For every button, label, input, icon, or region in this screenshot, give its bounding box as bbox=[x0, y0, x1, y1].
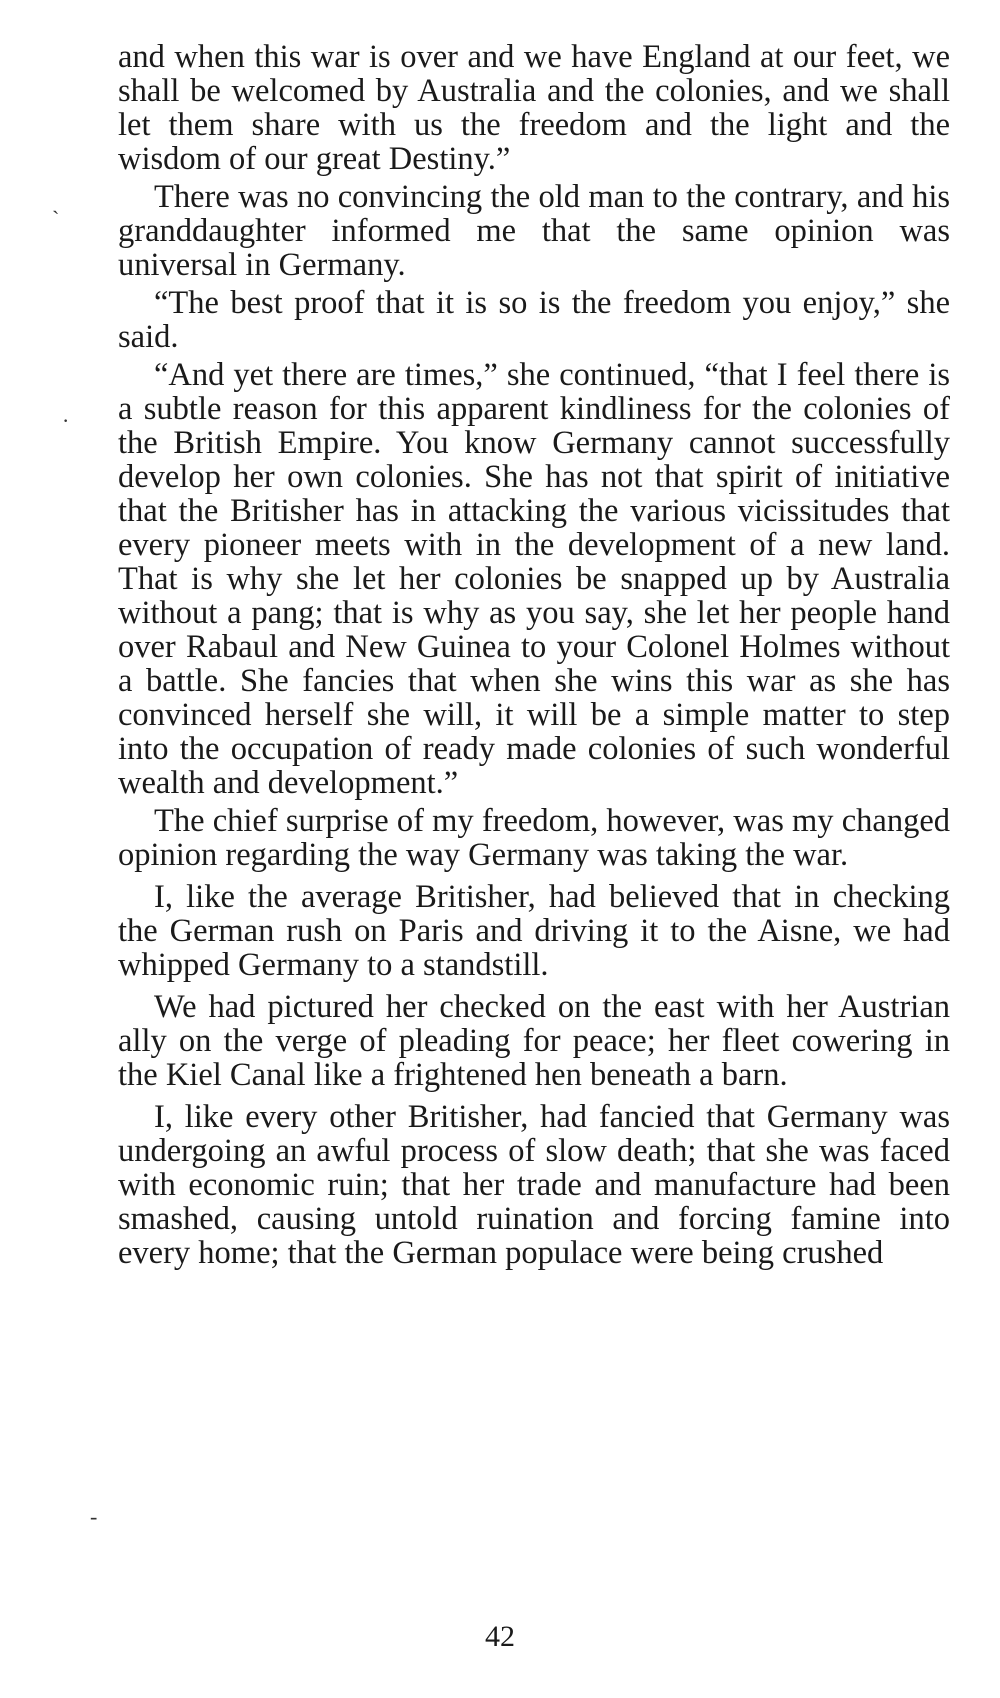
paragraph-1: and when this war is over and we have England at our feet, we shall be welcomed by Australia and the colonies, and we shall let them share with us the freedom and the light and the wisdom of our great Destiny.” bbox=[118, 39, 950, 177]
page-body bbox=[118, 40, 950, 1274]
paragraph-4: “And yet there are times,” she continued, “that I feel there is a subtle reason for this apparent kindliness for the colonies of the British Empire. You know Germany cannot successfully develop her own colonies. She has not that spirit of initiative that the Britisher has in attacking the various vicissitudes that every pioneer meets with in the development of a new land. That is why she let her colonies be snapped up by Australia without a pang; that is why as you say, she let her people hand over Rabaul and New Guinea to your Colonel Holmes without a battle. She fancies that when she wins this war as she has convinced herself she will, it will be a simple matter to step into the occupation of ready made colonies of such wonderful wealth and development.” bbox=[118, 357, 950, 801]
paragraph-2: There was no convincing the old man to the contrary, and his granddaughter informed me that the same opinion was universal in Germany. bbox=[118, 179, 950, 283]
paragraph-8: I, like every other Britisher, had fancied that Germany was undergoing an awful process of slow death; that she was faced with economic ruin; that her trade and manufacture had been smashed, causing untold ruination and forcing famine into every home; that the German populace were being crushed bbox=[118, 1099, 950, 1271]
paragraph-3: “The best proof that it is so is the freedom you enjoy,” she said. bbox=[118, 285, 950, 355]
margin-dot-mark: · bbox=[62, 408, 70, 433]
paragraph-5: The chief surprise of my freedom, however, was my changed opinion regarding the way Germany was taking the war. bbox=[118, 803, 950, 873]
page-number: 42 bbox=[485, 1620, 515, 1653]
margin-speck-mark: ` bbox=[52, 206, 60, 231]
margin-dash-mark: - bbox=[90, 1504, 98, 1529]
paragraph-6: I, like the average Britisher, had believed that in checking the German rush on Paris and driving it to the Aisne, we had whipped Germany to a standstill. bbox=[118, 879, 950, 983]
paragraph-7: We had pictured her checked on the east with her Austrian ally on the verge of pleading for peace; her fleet cowering in the Kiel Canal like a frightened hen beneath a barn. bbox=[118, 989, 950, 1093]
